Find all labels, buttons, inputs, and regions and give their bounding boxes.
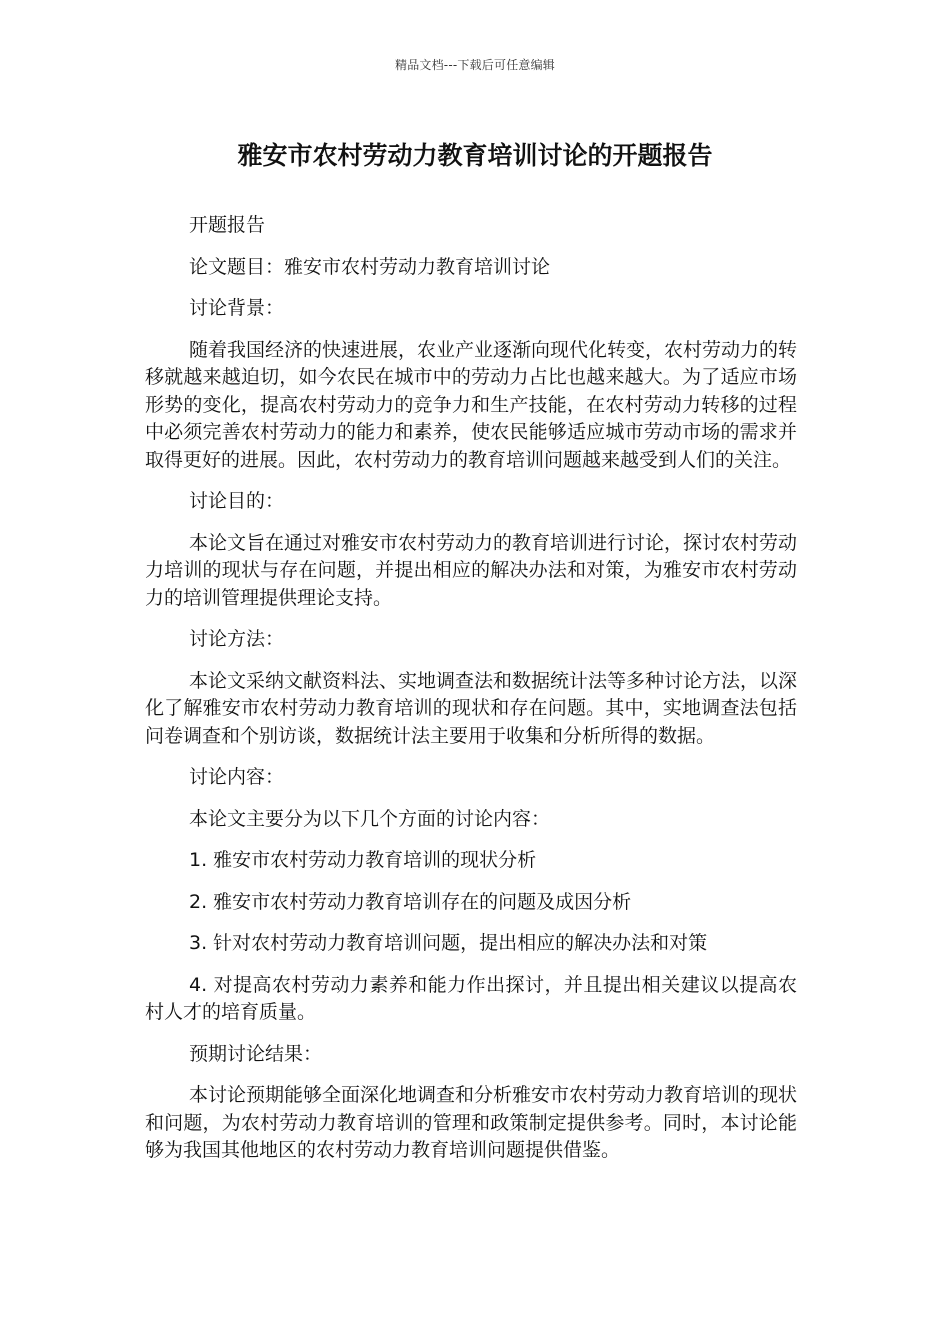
content-list-item: 4. 对提高农村劳动力素养和能力作出探讨，并且提出相关建议以提高农村人才的培育质量。	[145, 973, 797, 1023]
method-paragraph: 本论文采纳文献资料法、实地调查法和数据统计法等多种讨论方法，以深化了解雅安市农村劳动力教育培训的现状和存在问题。其中，实地调查法包括问卷调查和个别访谈，数据统计法主要用于收集和分析所得的数据。	[145, 669, 798, 747]
section-label-method: 讨论方法：	[189, 628, 285, 650]
document-title: 雅安市农村劳动力教育培训讨论的开题报告	[237, 141, 713, 170]
background-paragraph: 随着我国经济的快速进展，农业产业逐渐向现代化转变，农村劳动力的转移就越来越迫切，如今农民在城市中的劳动力占比也越来越大。为了适应市场形势的变化，提高农村劳动力的竞争力和生产技能，在农村劳动力转移的过程中必须完善农村劳动力的能力和素养，使农民能够适应城市劳动市场的需求并取得更好的进展。因此，农村劳动力的教育培训问题越来越受到人们的关注。	[145, 338, 798, 471]
section-label-background: 讨论背景：	[189, 297, 285, 319]
purpose-paragraph: 本论文旨在通过对雅安市农村劳动力的教育培训进行讨论，探讨农村劳动力培训的现状与存在问题，并提出相应的解决办法和对策，为雅安市农村劳动力的培训管理提供理论支持。	[145, 531, 798, 609]
content-list-item: 3. 针对农村劳动力教育培训问题，提出相应的解决办法和对策	[189, 932, 708, 954]
section-label-content: 讨论内容：	[189, 766, 285, 788]
header-note: 精品文档---下载后可任意编辑	[395, 58, 555, 72]
content-intro-paragraph: 本论文主要分为以下几个方面的讨论内容：	[189, 807, 551, 830]
section-label-proposal: 开题报告	[189, 214, 266, 236]
expected-results-paragraph: 本讨论预期能够全面深化地调查和分析雅安市农村劳动力教育培训的现状和问题，为农村劳动力教育培训的管理和政策制定提供参考。同时，本讨论能够为我国其他地区的农村劳动力教育培训问题提供借鉴。	[145, 1084, 798, 1161]
section-label-purpose: 讨论目的：	[189, 490, 285, 512]
document-body	[145, 212, 797, 1179]
content-list-item: 2. 雅安市农村劳动力教育培训存在的问题及成因分析	[189, 890, 632, 913]
content-list-item: 1. 雅安市农村劳动力教育培训的现状分析	[189, 849, 537, 871]
thesis-title-line: 论文题目：雅安市农村劳动力教育培训讨论	[189, 255, 551, 278]
section-label-expected-results: 预期讨论结果：	[189, 1042, 323, 1065]
